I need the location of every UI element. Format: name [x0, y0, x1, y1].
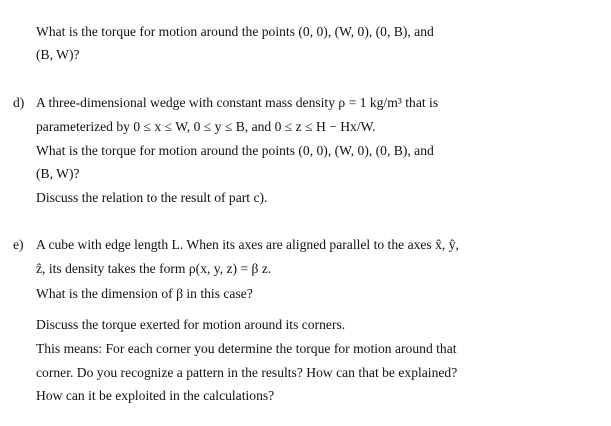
part-e-line-7: How can it be exploited in the calculations? — [36, 388, 275, 403]
part-d-line-1: A three-dimensional wedge with constant mass density ρ = 1 kg/m³ that is — [36, 95, 439, 110]
part-c-question-line-2: (B, W)? — [36, 47, 80, 62]
part-d-line-5: Discuss the relation to the result of part c). — [36, 190, 268, 205]
part-e-line-2: ẑ, its density takes the form ρ(x, y, z) = β z. — [36, 261, 272, 276]
part-e-line-4: Discuss the torque exerted for motion around its corners. — [36, 317, 346, 332]
part-e-line-6: corner. Do you recognize a pattern in the results? How can that be explained? — [36, 365, 458, 380]
part-e-line-5: This means: For each corner you determine the torque for motion around that — [36, 341, 457, 356]
part-d-line-4: (B, W)? — [36, 166, 80, 181]
part-e-line-3: What is the dimension of β in this case? — [36, 286, 253, 301]
part-e-line-1: A cube with edge length L. When its axes are aligned parallel to the axes x̂, ŷ, — [36, 237, 459, 252]
part-c-question-line-1: What is the torque for motion around the points (0, 0), (W, 0), (0, B), and — [36, 24, 434, 39]
part-e-label: e) — [13, 237, 24, 252]
part-d-line-3: What is the torque for motion around the points (0, 0), (W, 0), (0, B), and — [36, 143, 434, 158]
part-d-line-2: parameterized by 0 ≤ x ≤ W, 0 ≤ y ≤ B, and 0 ≤ z ≤ H − Hx/W. — [36, 119, 376, 134]
part-d-label: d) — [13, 95, 25, 110]
